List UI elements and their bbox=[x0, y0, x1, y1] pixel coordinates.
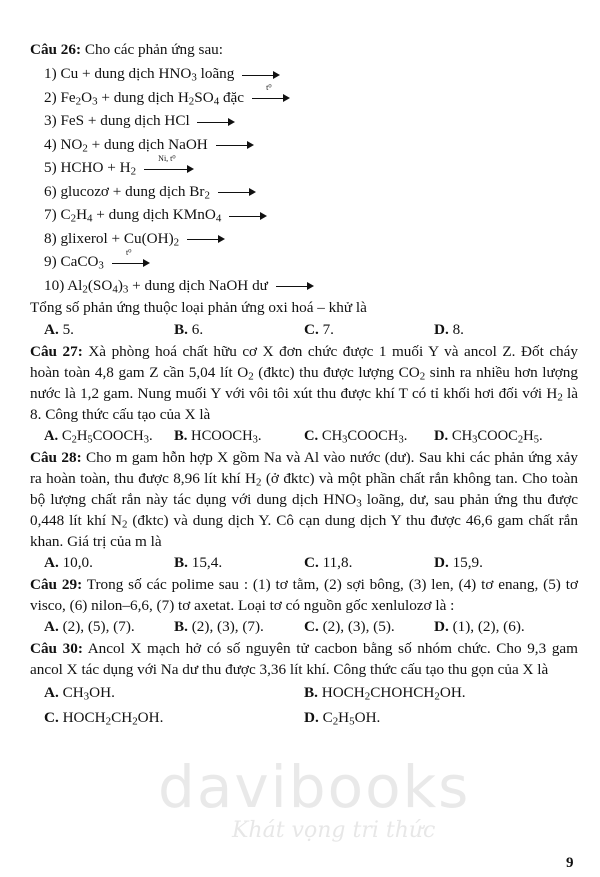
reaction-arrow bbox=[242, 70, 280, 80]
option-c[interactable]: C. 11,8. bbox=[304, 554, 353, 571]
option-a[interactable]: A. 5. bbox=[44, 321, 74, 338]
option-b[interactable]: B. $HCOOCH_3$. bbox=[174, 428, 262, 446]
reaction-condition: Ni, t⁰ bbox=[158, 153, 176, 163]
reaction-7: 7) $C_2H_4$ + dung dịch KMnO$_4$ bbox=[30, 203, 578, 227]
question-label: Câu 27: bbox=[30, 343, 83, 360]
reaction-2: 2) $Fe_2O_3$ + dung dịch $H_2SO_4$ đặc t⁰ bbox=[30, 86, 578, 110]
reaction-9: 9) CaCO$_3$ t⁰ bbox=[30, 250, 578, 274]
reaction-arrow bbox=[252, 83, 290, 103]
reaction-1: 1) Cu + dung dịch $HNO_3$ loãng bbox=[30, 62, 578, 86]
question-stem: Ancol X mạch hở có số nguyên tử cacbon bằng số nhóm chức. Cho 9,3 gam ancol X tác dụng với Na dư thu được 3,36 lít khí. Công thức cấu tạo thu gọn của X là bbox=[30, 640, 578, 678]
option-a[interactable]: A. $C_2H_5COOCH_3$. bbox=[44, 428, 153, 446]
option-d[interactable]: D. (1), (2), (6). bbox=[434, 618, 525, 635]
watermark-brand: davibooks bbox=[158, 753, 471, 821]
page-content bbox=[30, 38, 578, 730]
reaction-arrow bbox=[187, 234, 225, 244]
question-label: Câu 28: bbox=[30, 449, 82, 466]
option-a[interactable]: A. (2), (5), (7). bbox=[44, 618, 135, 635]
reaction-8: 8) glixerol + $Cu(OH)_2$ bbox=[30, 227, 578, 251]
reaction-arrow bbox=[216, 140, 254, 150]
question-28: Câu 28: Cho m gam hỗn hợp X gồm Na và Al vào nước (dư). Sau khi các phản ứng xảy ra hoàn toàn, thu được 8,96 lít khí $H_2$ (ở đktc) và một phần chất rắn không tan. Cho toàn bộ lượng chất rắn này tác dụng với dung dịch $HNO_3$ loãng, dư, sau phản ứng thu được 0,448 lít khí $N_2$ (đktc) và dung dịch Y. Cô cạn dung dịch Y thu được 46,6 gam chất rắn khan. Giá trị của m là bbox=[30, 449, 578, 550]
answer-options bbox=[30, 616, 578, 638]
answer-options bbox=[30, 425, 578, 447]
option-b[interactable]: B. 6. bbox=[174, 321, 204, 338]
option-d[interactable]: D. 15,9. bbox=[434, 554, 483, 571]
question-26-prompt: Tổng số phản ứng thuộc loại phản ứng oxi hoá – khử là bbox=[30, 299, 367, 316]
option-c[interactable]: C. $HOCH_2CH_2OH$. bbox=[44, 709, 164, 728]
reaction-arrow bbox=[112, 247, 150, 268]
option-c[interactable]: C. $CH_3COOCH_3$. bbox=[304, 428, 408, 446]
question-label: Câu 29: bbox=[30, 576, 83, 593]
option-d[interactable]: D. $CH_3COOC_2H_5$. bbox=[434, 428, 543, 446]
reaction-arrow bbox=[144, 153, 194, 174]
option-d[interactable]: D. 8. bbox=[434, 321, 464, 338]
page-number: 9 bbox=[566, 855, 574, 871]
answer-options bbox=[30, 680, 578, 705]
reaction-arrow bbox=[197, 117, 235, 127]
reaction-condition: t⁰ bbox=[125, 247, 132, 257]
reaction-4: 4) $NO_2$ + dung dịch NaOH bbox=[30, 133, 578, 157]
reaction-arrow bbox=[276, 281, 314, 291]
option-b[interactable]: B. 15,4. bbox=[174, 554, 223, 571]
reaction-arrow bbox=[218, 187, 256, 197]
option-c[interactable]: C. (2), (3), (5). bbox=[304, 618, 395, 635]
option-b[interactable]: B. (2), (3), (7). bbox=[174, 618, 264, 635]
reaction-arrow bbox=[229, 211, 267, 221]
reaction-3: 3) FeS + dung dịch HCl bbox=[30, 109, 578, 133]
question-stem: Cho các phản ứng sau: bbox=[84, 41, 223, 58]
option-a[interactable]: A. $CH_3OH$. bbox=[44, 684, 115, 703]
answer-options bbox=[30, 705, 578, 730]
watermark-slogan: Khát vọng tri thức bbox=[232, 818, 436, 843]
option-d[interactable]: D. $C_2H_5OH$. bbox=[304, 709, 381, 728]
question-27: Câu 27: Xà phòng hoá chất hữu cơ X đơn chức được 1 muối Y và ancol Z. Đốt cháy hoàn toàn 4,8 gam Z cần 5,04 lít $O_2$ (đktc) thu được lượng $CO_2$ sinh ra nhiều hơn lượng nước là 1,2 gam. Nung muối Y với vôi tôi xút thu được khí T có tỉ khối hơi đối với $H_2$ là 8. Công thức cấu tạo của X là bbox=[30, 343, 578, 423]
question-label: Câu 30: bbox=[30, 640, 83, 657]
question-29 bbox=[30, 574, 578, 616]
question-label: Câu 26: bbox=[30, 41, 82, 58]
reaction-condition: t⁰ bbox=[266, 83, 272, 93]
answer-options bbox=[30, 552, 578, 574]
answer-options bbox=[30, 319, 578, 341]
reaction-5: 5) HCHO + $H_2$ Ni, t⁰ bbox=[30, 156, 578, 180]
option-a[interactable]: A. 10,0. bbox=[44, 554, 93, 571]
reaction-10: 10) $Al_2(SO_4)_3$ + dung dịch NaOH dư bbox=[30, 274, 578, 298]
question-stem: Trong số các polime sau : (1) tơ tằm, (2) sợi bông, (3) len, (4) tơ enang, (5) tơ visco, (6) nilon–6,6, (7) tơ axetat. Loại tơ có nguồn gốc xenlulozơ là : bbox=[30, 576, 578, 614]
option-b[interactable]: B. $HOCH_2CHOHCH_2OH$. bbox=[304, 684, 466, 703]
question-30 bbox=[30, 638, 578, 680]
option-c[interactable]: C. 7. bbox=[304, 321, 334, 338]
reaction-6: 6) glucozơ + dung dịch $Br_2$ bbox=[30, 180, 578, 204]
question-26 bbox=[30, 38, 578, 62]
